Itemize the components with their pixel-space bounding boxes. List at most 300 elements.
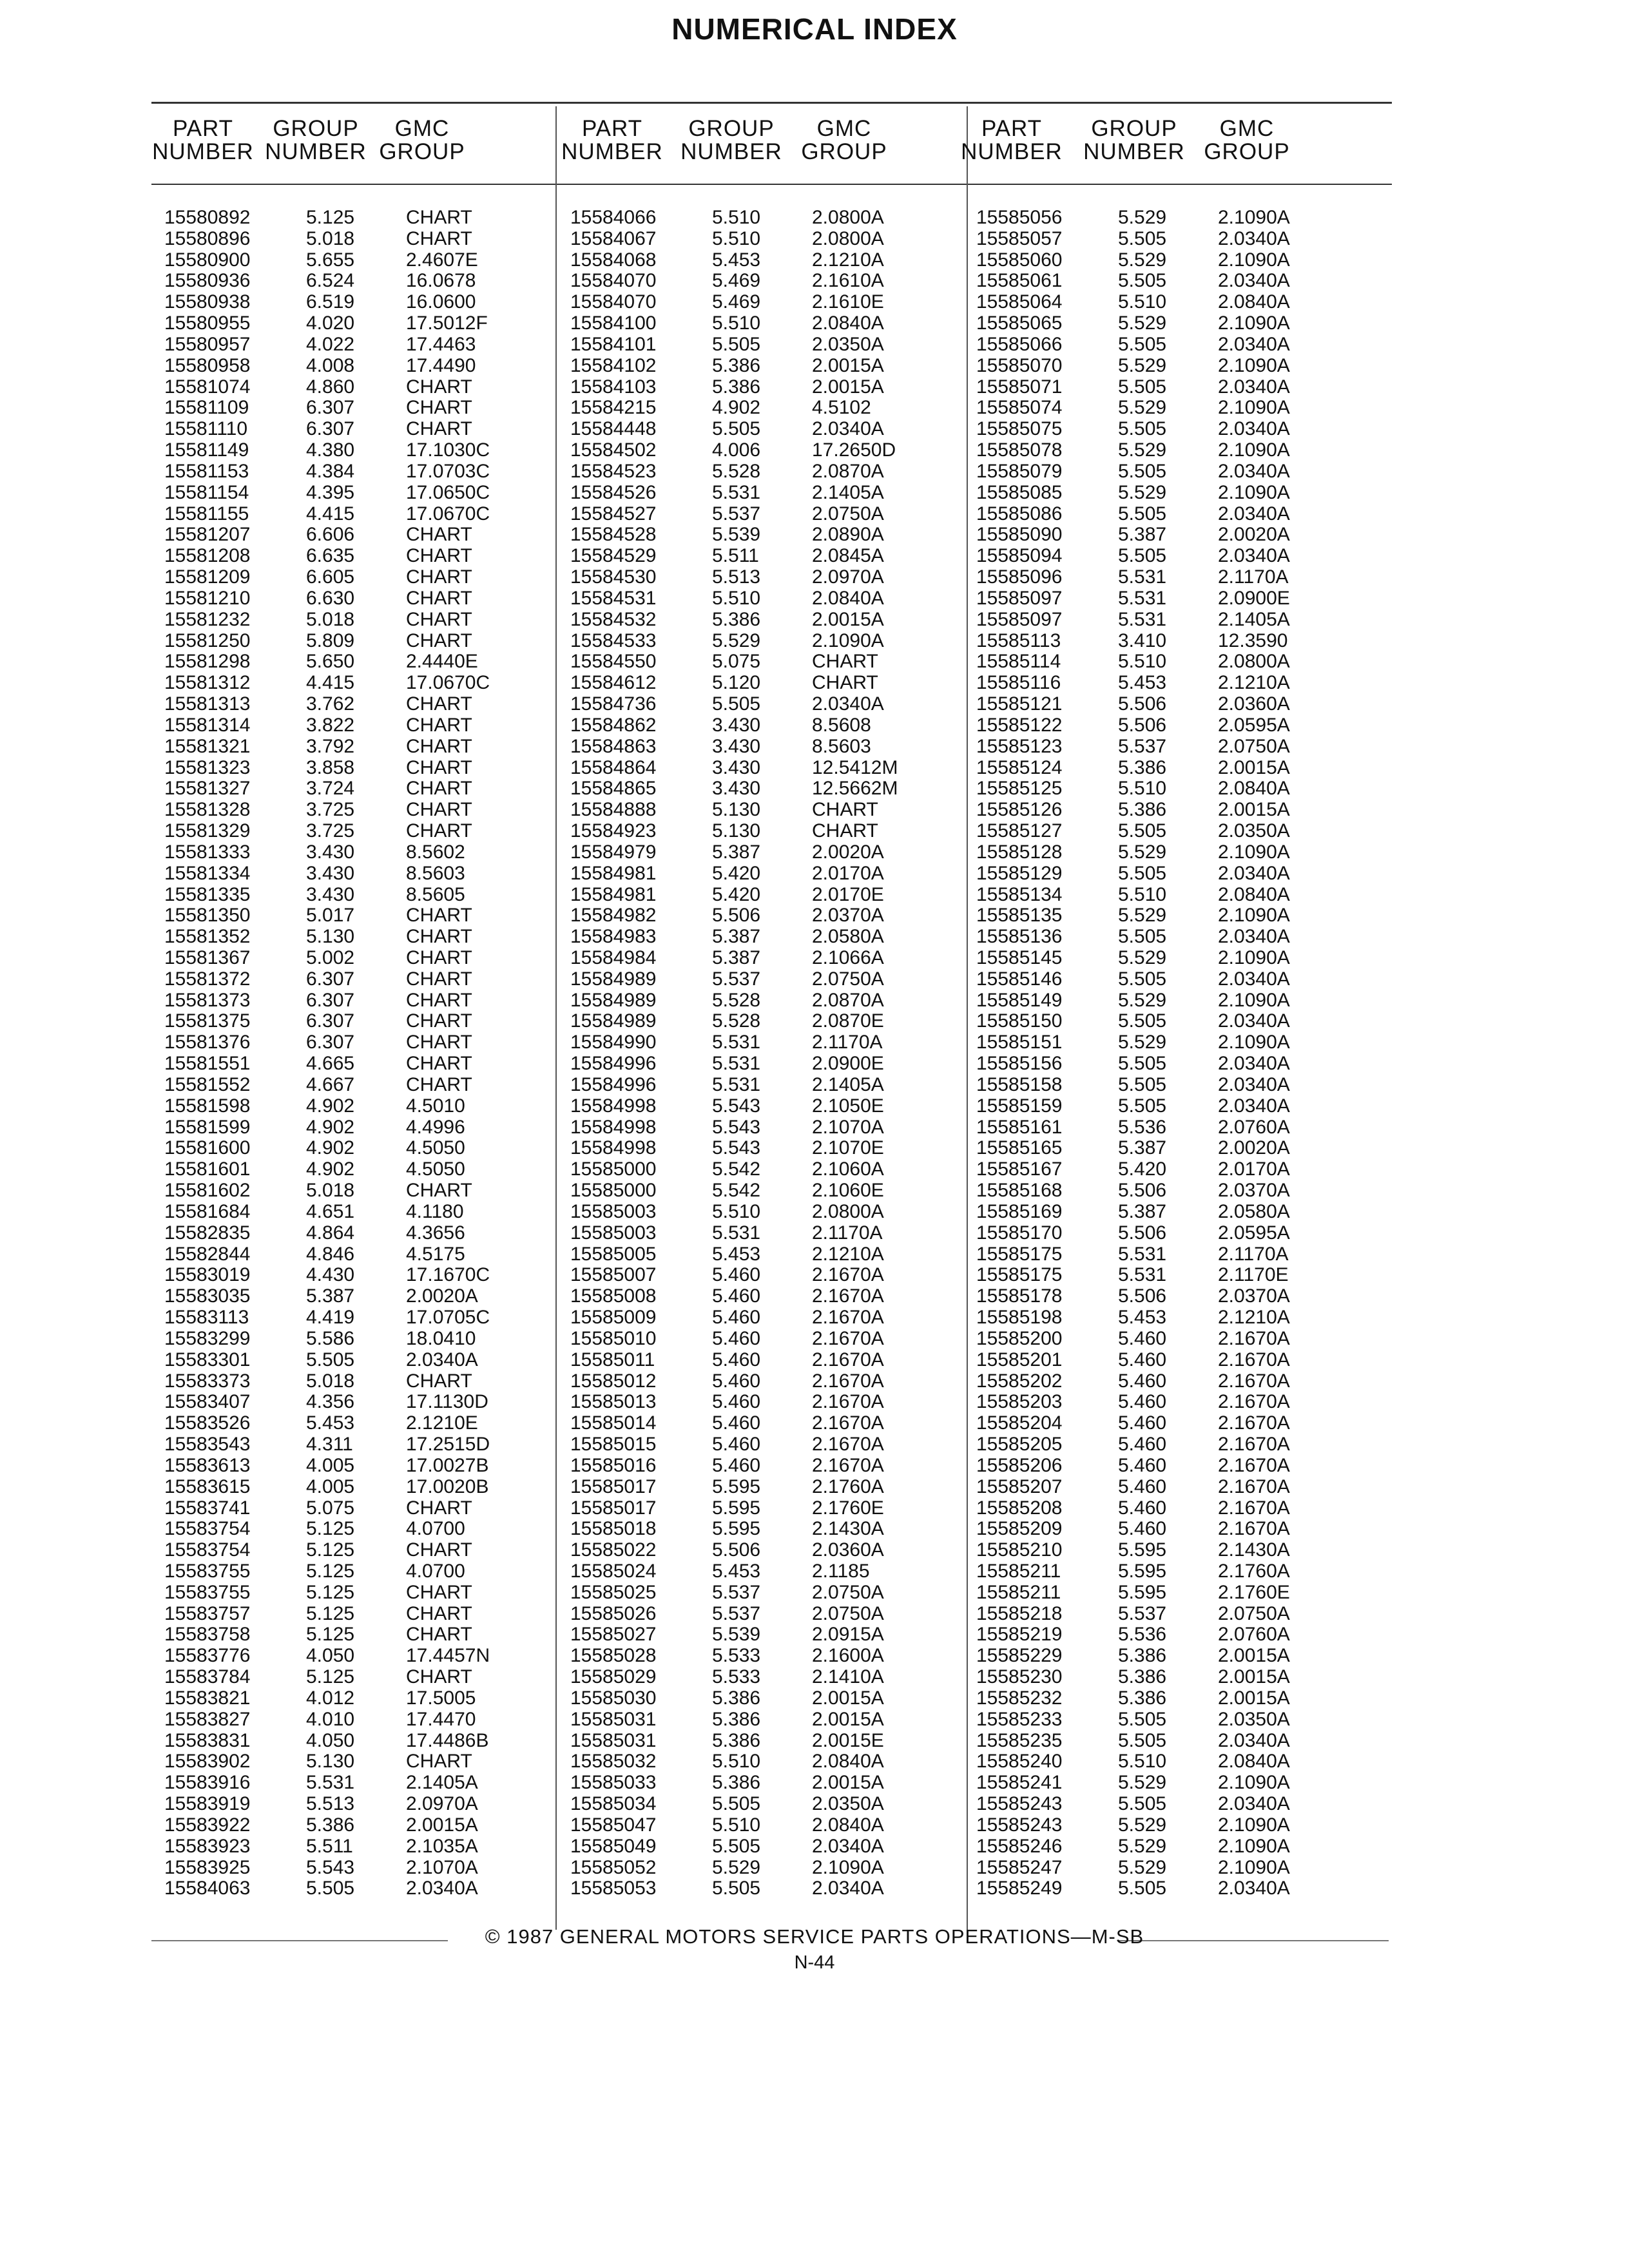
group-number-cell: 5.460 [1118,1434,1167,1456]
group-number-cell: 4.902 [306,1116,355,1138]
part-number-cell: 15581109 [164,397,249,419]
gmc-group-cell: 2.0580A [1218,1200,1290,1222]
gmc-group-cell: CHART [406,1180,472,1202]
part-number-cell: 15583923 [164,1835,251,1857]
header-part-number [947,117,1076,164]
part-number-cell: 15585229 [976,1645,1063,1667]
gmc-group-cell: 2.0015A [1218,756,1290,778]
gmc-group-cell: 2.1090A [1218,841,1290,863]
gmc-group-cell: 2.0170E [812,883,884,905]
gmc-group-cell: 2.1430A [812,1518,884,1540]
group-number-cell: 5.130 [306,926,355,948]
group-number-cell: 4.651 [306,1200,355,1222]
gmc-group-cell: 2.0340A [1218,1053,1290,1075]
part-number-cell: 15585123 [976,735,1063,757]
part-number-cell: 15584989 [570,968,657,990]
gmc-group-cell: 2.1405A [812,481,884,503]
gmc-group-cell: 2.0840A [1218,778,1290,800]
group-number-cell: 5.130 [306,1751,355,1773]
part-number-cell: 15584528 [570,524,657,546]
group-number-cell: 5.529 [1118,439,1167,461]
group-number-cell: 5.453 [712,1561,761,1582]
part-number-cell: 15584527 [570,503,657,524]
group-number-cell: 5.505 [1118,1793,1167,1815]
group-number-cell: 5.510 [712,312,761,334]
part-number-cell: 15585211 [976,1581,1061,1603]
part-number-cell: 15585124 [976,756,1063,778]
header-group-number-line: NUMBER [265,139,367,164]
group-number-cell: 5.543 [712,1095,761,1117]
part-number-cell: 15585064 [976,291,1063,313]
group-number-cell: 5.460 [712,1454,761,1476]
part-number-cell: 15585090 [976,524,1063,546]
gmc-group-cell: 2.1060A [812,1158,884,1180]
part-number-cell: 15585232 [976,1687,1063,1709]
group-number-cell: 5.075 [306,1497,355,1519]
gmc-group-cell: 2.1060E [812,1180,884,1202]
gmc-group-cell: 2.0340A [406,1349,478,1370]
header-group-number-line: GROUP [1091,116,1177,141]
gmc-group-cell: 2.0870E [812,1010,884,1032]
group-number-cell: 5.510 [1118,651,1167,673]
group-number-cell: 5.510 [712,1814,761,1836]
group-number-cell: 4.419 [306,1307,355,1329]
part-number-cell: 15581314 [164,714,251,736]
part-number-cell: 15585013 [570,1391,657,1413]
group-number-cell: 5.510 [1118,291,1167,313]
gmc-group-cell: 2.1090A [1218,1814,1290,1836]
gmc-group-cell: 2.0840A [812,587,884,609]
gmc-group-cell: CHART [406,587,472,609]
group-number-cell: 5.453 [306,1412,355,1434]
group-number-cell: 4.665 [306,1053,355,1075]
gmc-group-cell: 2.1090A [812,1856,884,1878]
gmc-group-cell: 2.1760E [1218,1581,1290,1603]
group-number-cell: 5.505 [1118,227,1167,249]
group-number-cell: 5.460 [712,1434,761,1456]
group-number-cell: 5.529 [1118,1032,1167,1053]
part-number-cell: 15581684 [164,1200,251,1222]
part-number-cell: 15584063 [164,1878,251,1899]
group-number-cell: 5.460 [712,1391,761,1413]
group-number-cell: 5.531 [1118,608,1167,630]
part-number-cell: 15584612 [570,672,657,694]
part-number-cell: 15584100 [570,312,657,334]
group-number-cell: 4.384 [306,460,355,482]
part-number-cell: 15585022 [570,1539,657,1561]
group-number-cell: 5.809 [306,629,355,651]
gmc-group-cell: 2.1405A [1218,608,1290,630]
group-number-cell: 5.506 [1118,1222,1167,1244]
part-number-cell: 15585151 [976,1032,1063,1053]
gmc-group-cell: CHART [406,629,472,651]
gmc-group-cell: CHART [406,1497,472,1519]
part-number-cell: 15585005 [570,1243,657,1265]
group-number-cell: 5.528 [712,989,761,1011]
part-number-cell: 15584531 [570,587,657,609]
gmc-group-cell: 2.0800A [812,1200,884,1222]
gmc-group-cell: CHART [406,989,472,1011]
part-number-cell: 15585149 [976,989,1063,1011]
group-number-cell: 5.506 [1118,714,1167,736]
gmc-group-cell: 2.1610A [812,270,884,292]
part-number-cell: 15583821 [164,1687,251,1709]
part-number-cell: 15585034 [570,1793,657,1815]
part-number-cell: 15585079 [976,460,1063,482]
gmc-group-cell: 2.1170E [1218,1264,1289,1286]
gmc-group-cell: 2.0015A [1218,1666,1290,1688]
group-number-cell: 5.386 [1118,1687,1167,1709]
part-number-cell: 15583755 [164,1581,251,1603]
gmc-group-cell: CHART [406,227,472,249]
group-number-cell: 5.528 [712,1010,761,1032]
part-number-cell: 15585011 [570,1349,655,1370]
header-gmc-group [358,117,487,164]
part-number-cell: 15584981 [570,883,657,905]
part-number-cell: 15584989 [570,989,657,1011]
group-number-cell: 5.528 [712,460,761,482]
part-number-cell: 15581154 [164,481,249,503]
part-number-cell: 15585178 [976,1285,1063,1307]
gmc-group-cell: 2.0870A [812,460,884,482]
group-number-cell: 5.536 [1118,1116,1167,1138]
part-number-cell: 15585145 [976,947,1063,968]
gmc-group-cell: 2.1066A [812,947,884,968]
gmc-group-cell: CHART [406,799,472,821]
group-number-cell: 5.537 [712,1602,761,1624]
gmc-group-cell: 2.0340A [1218,1878,1290,1899]
gmc-group-cell: 2.1410A [812,1666,884,1688]
header-rule [151,184,1392,185]
gmc-group-cell: 17.4486B [406,1729,489,1751]
part-number-cell: 15585175 [976,1264,1063,1286]
part-number-cell: 15585071 [976,376,1063,398]
part-number-cell: 15585156 [976,1053,1063,1075]
part-number-cell: 15585249 [976,1878,1063,1899]
group-number-cell: 5.505 [1118,1708,1167,1730]
part-number-cell: 15584983 [570,926,657,948]
gmc-group-cell: CHART [812,672,878,694]
part-number-cell: 15584529 [570,545,657,567]
gmc-group-cell: 4.0700 [406,1561,465,1582]
group-number-cell: 5.595 [1118,1561,1167,1582]
group-number-cell: 5.505 [1118,503,1167,524]
group-number-cell: 5.125 [306,1624,355,1646]
group-number-cell: 5.529 [712,629,761,651]
gmc-group-cell: 2.0750A [812,1581,884,1603]
group-number-cell: 4.006 [712,439,761,461]
gmc-group-cell: CHART [406,1602,472,1624]
part-number-cell: 15585203 [976,1391,1063,1413]
group-number-cell: 5.125 [306,1602,355,1624]
part-number-cell: 15585158 [976,1073,1063,1095]
group-number-cell: 5.595 [1118,1539,1167,1561]
gmc-group-cell: 2.1170A [1218,1243,1289,1265]
group-number-cell: 5.017 [306,905,355,927]
group-number-cell: 4.005 [306,1475,355,1497]
part-number-cell: 15585028 [570,1645,657,1667]
part-number-cell: 15585056 [976,207,1063,228]
group-number-cell: 5.537 [712,968,761,990]
gmc-group-cell: 2.0580A [812,926,884,948]
group-number-cell: 5.469 [712,270,761,292]
group-number-cell: 3.725 [306,799,355,821]
group-number-cell: 5.125 [306,1539,355,1561]
group-number-cell: 5.130 [712,820,761,842]
part-number-cell: 15583035 [164,1285,251,1307]
gmc-group-cell: 2.1210A [812,249,884,271]
gmc-group-cell: 2.0350A [812,333,884,355]
group-number-cell: 6.606 [306,524,355,546]
part-number-cell: 15585096 [976,566,1063,588]
part-number-cell: 15585114 [976,651,1061,673]
group-number-cell: 4.010 [306,1708,355,1730]
part-number-cell: 15585170 [976,1222,1063,1244]
group-number-cell: 3.430 [306,862,355,884]
part-number-cell: 15581334 [164,862,251,884]
gmc-group-cell: 8.5602 [406,841,465,863]
gmc-group-cell: 12.5412M [812,756,898,778]
part-number-cell: 15585024 [570,1561,657,1582]
group-number-cell: 5.529 [1118,312,1167,334]
group-number-cell: 5.420 [1118,1158,1167,1180]
group-number-cell: 5.386 [712,1687,761,1709]
part-number-cell: 15585003 [570,1200,657,1222]
gmc-group-cell: 2.0750A [1218,735,1290,757]
group-number-cell: 5.539 [712,524,761,546]
part-number-cell: 15581598 [164,1095,251,1117]
gmc-group-cell: 4.5050 [406,1158,465,1180]
group-number-cell: 6.307 [306,418,355,440]
gmc-group-cell: 2.0340A [1218,333,1290,355]
group-number-cell: 5.529 [1118,841,1167,863]
group-number-cell: 5.505 [1118,926,1167,948]
gmc-group-cell: 2.0840A [812,1814,884,1836]
part-number-cell: 15585017 [570,1475,657,1497]
group-number-cell: 5.595 [712,1518,761,1540]
part-number-cell: 15581312 [164,672,251,694]
part-number-cell: 15583831 [164,1729,251,1751]
group-number-cell: 5.018 [306,608,355,630]
part-number-cell: 15581601 [164,1158,251,1180]
part-number-cell: 15585000 [570,1180,657,1202]
part-number-cell: 15584448 [570,418,657,440]
part-number-cell: 15580955 [164,312,251,334]
gmc-group-cell: 8.5608 [812,714,871,736]
header-group-number [667,117,796,164]
group-number-cell: 5.531 [1118,1264,1167,1286]
gmc-group-cell: 2.0015A [812,1708,884,1730]
gmc-group-cell: 2.1090A [1218,207,1290,228]
group-number-cell: 5.387 [1118,524,1167,546]
group-number-cell: 4.430 [306,1264,355,1286]
group-number-cell: 6.524 [306,270,355,292]
gmc-group-cell: CHART [406,693,472,715]
gmc-group-cell: 2.0760A [1218,1624,1290,1646]
gmc-group-cell: 2.1670A [812,1264,884,1286]
part-number-cell: 15583919 [164,1793,251,1815]
gmc-group-cell: 2.0170A [1218,1158,1290,1180]
gmc-group-cell: 2.0370A [1218,1285,1290,1307]
group-number-cell: 5.529 [1118,1814,1167,1836]
gmc-group-cell: 17.0670C [406,672,490,694]
group-number-cell: 5.510 [712,207,761,228]
group-number-cell: 3.792 [306,735,355,757]
part-number-cell: 15581599 [164,1116,251,1138]
gmc-group-cell: CHART [812,799,878,821]
group-number-cell: 5.125 [306,1518,355,1540]
part-number-cell: 15584523 [570,460,657,482]
gmc-group-cell: CHART [406,418,472,440]
gmc-group-cell: CHART [406,397,472,419]
gmc-group-cell: 2.0760A [1218,1116,1290,1138]
gmc-group-cell: 4.5102 [812,397,871,419]
group-number-cell: 4.022 [306,333,355,355]
part-number-cell: 15581153 [164,460,249,482]
group-number-cell: 5.533 [712,1666,761,1688]
part-number-cell: 15583113 [164,1307,249,1329]
part-number-cell: 15581376 [164,1032,251,1053]
part-number-cell: 15585027 [570,1624,657,1646]
group-number-cell: 5.511 [712,545,759,567]
group-number-cell: 5.505 [1118,1053,1167,1075]
gmc-group-cell: 2.0015A [812,608,884,630]
part-number-cell: 15585127 [976,820,1063,842]
gmc-group-cell: 2.0340A [1218,460,1290,482]
gmc-group-cell: 2.0350A [1218,1708,1290,1730]
group-number-cell: 5.018 [306,1370,355,1392]
group-number-cell: 3.430 [306,841,355,863]
gmc-group-cell: CHART [406,820,472,842]
part-number-cell: 15585247 [976,1856,1063,1878]
header-part-number [139,117,267,164]
gmc-group-cell: 2.0915A [812,1624,884,1646]
group-number-cell: 5.531 [1118,1243,1167,1265]
group-number-cell: 5.075 [712,651,761,673]
gmc-group-cell: CHART [406,1032,472,1053]
group-number-cell: 6.630 [306,587,355,609]
part-number-cell: 15585150 [976,1010,1063,1032]
group-number-cell: 5.510 [1118,1751,1167,1773]
gmc-group-cell: 2.0340A [1218,1729,1290,1751]
gmc-group-cell: 17.0705C [406,1307,490,1329]
gmc-group-cell: 2.1405A [406,1772,478,1794]
group-number-cell: 4.846 [306,1243,355,1265]
gmc-group-cell: 2.0750A [812,503,884,524]
group-number-cell: 5.386 [712,1772,761,1794]
group-number-cell: 5.505 [712,1878,761,1899]
group-number-cell: 5.531 [1118,566,1167,588]
group-number-cell: 3.410 [1118,629,1167,651]
group-number-cell: 4.050 [306,1645,355,1667]
gmc-group-cell: 8.5603 [406,862,465,884]
part-number-cell: 15585241 [976,1772,1063,1794]
group-number-cell: 3.822 [306,714,355,736]
gmc-group-cell: 2.1070E [812,1137,884,1159]
part-number-cell: 15583754 [164,1539,251,1561]
part-number-cell: 15585018 [570,1518,657,1540]
gmc-group-cell: 2.1185 [812,1561,870,1582]
part-number-cell: 15584865 [570,778,657,800]
group-number-cell: 5.453 [712,1243,761,1265]
gmc-group-cell: 2.0890A [812,524,884,546]
part-number-cell: 15584984 [570,947,657,968]
part-number-cell: 15585033 [570,1772,657,1794]
part-number-cell: 15585113 [976,629,1061,651]
group-number-cell: 5.595 [1118,1581,1167,1603]
group-number-cell: 5.386 [712,354,761,376]
group-number-cell: 5.537 [712,1581,761,1603]
gmc-group-cell: 2.1090A [1218,439,1290,461]
part-number-cell: 15585146 [976,968,1063,990]
group-number-cell: 4.050 [306,1729,355,1751]
part-number-cell: 15585026 [570,1602,657,1624]
part-number-cell: 15581074 [164,376,251,398]
part-number-cell: 15584101 [570,333,657,355]
gmc-group-cell: 2.0750A [812,1602,884,1624]
gmc-group-cell: 2.1210A [1218,1307,1290,1329]
gmc-group-cell: 17.0703C [406,460,490,482]
part-number-cell: 15581551 [164,1053,251,1075]
gmc-group-cell: CHART [406,524,472,546]
gmc-group-cell: 17.2650D [812,439,896,461]
gmc-group-cell: 2.0370A [1218,1180,1290,1202]
group-number-cell: 5.386 [712,1729,761,1751]
group-number-cell: 5.460 [712,1285,761,1307]
gmc-group-cell: 2.0340A [1218,968,1290,990]
group-number-cell: 4.311 [306,1434,353,1456]
part-number-cell: 15585030 [570,1687,657,1709]
part-number-cell: 15585003 [570,1222,657,1244]
part-number-cell: 15581207 [164,524,251,546]
part-number-cell: 15585047 [570,1814,657,1836]
gmc-group-cell: 2.0340A [1218,1010,1290,1032]
gmc-group-cell: 2.0340A [1218,1793,1290,1815]
group-number-cell: 6.307 [306,1032,355,1053]
group-number-cell: 5.506 [1118,693,1167,715]
group-number-cell: 5.387 [712,947,761,968]
part-number-cell: 15580892 [164,207,251,228]
part-number-cell: 15581298 [164,651,251,673]
part-number-cell: 15585211 [976,1561,1061,1582]
group-number-cell: 5.529 [712,1856,761,1878]
part-number-cell: 15583922 [164,1814,251,1836]
copyright-footer: © 1987 GENERAL MOTORS SERVICE PARTS OPERATIONS—M-SB [485,1925,1144,1948]
part-number-cell: 15581232 [164,608,251,630]
gmc-group-cell: 2.0015A [812,354,884,376]
group-number-cell: 6.307 [306,989,355,1011]
top-rule [151,102,1392,104]
gmc-group-cell: 2.0750A [812,968,884,990]
group-number-cell: 4.902 [306,1158,355,1180]
part-number-cell: 15580936 [164,270,251,292]
group-number-cell: 3.430 [712,778,761,800]
group-number-cell: 5.529 [1118,905,1167,927]
gmc-group-cell: 2.0020A [812,841,884,863]
group-number-cell: 5.510 [712,587,761,609]
gmc-group-cell: 17.5005 [406,1687,476,1709]
gmc-group-cell: 2.1670A [1218,1349,1290,1370]
gmc-group-cell: CHART [406,376,472,398]
gmc-group-cell: CHART [406,207,472,228]
group-number-cell: 5.386 [712,1708,761,1730]
part-number-cell: 15581373 [164,989,251,1011]
group-number-cell: 5.460 [1118,1412,1167,1434]
part-number-cell: 15584998 [570,1116,657,1138]
part-number-cell: 15584888 [570,799,657,821]
part-number-cell: 15584102 [570,354,657,376]
gmc-group-cell: 2.0360A [1218,693,1290,715]
